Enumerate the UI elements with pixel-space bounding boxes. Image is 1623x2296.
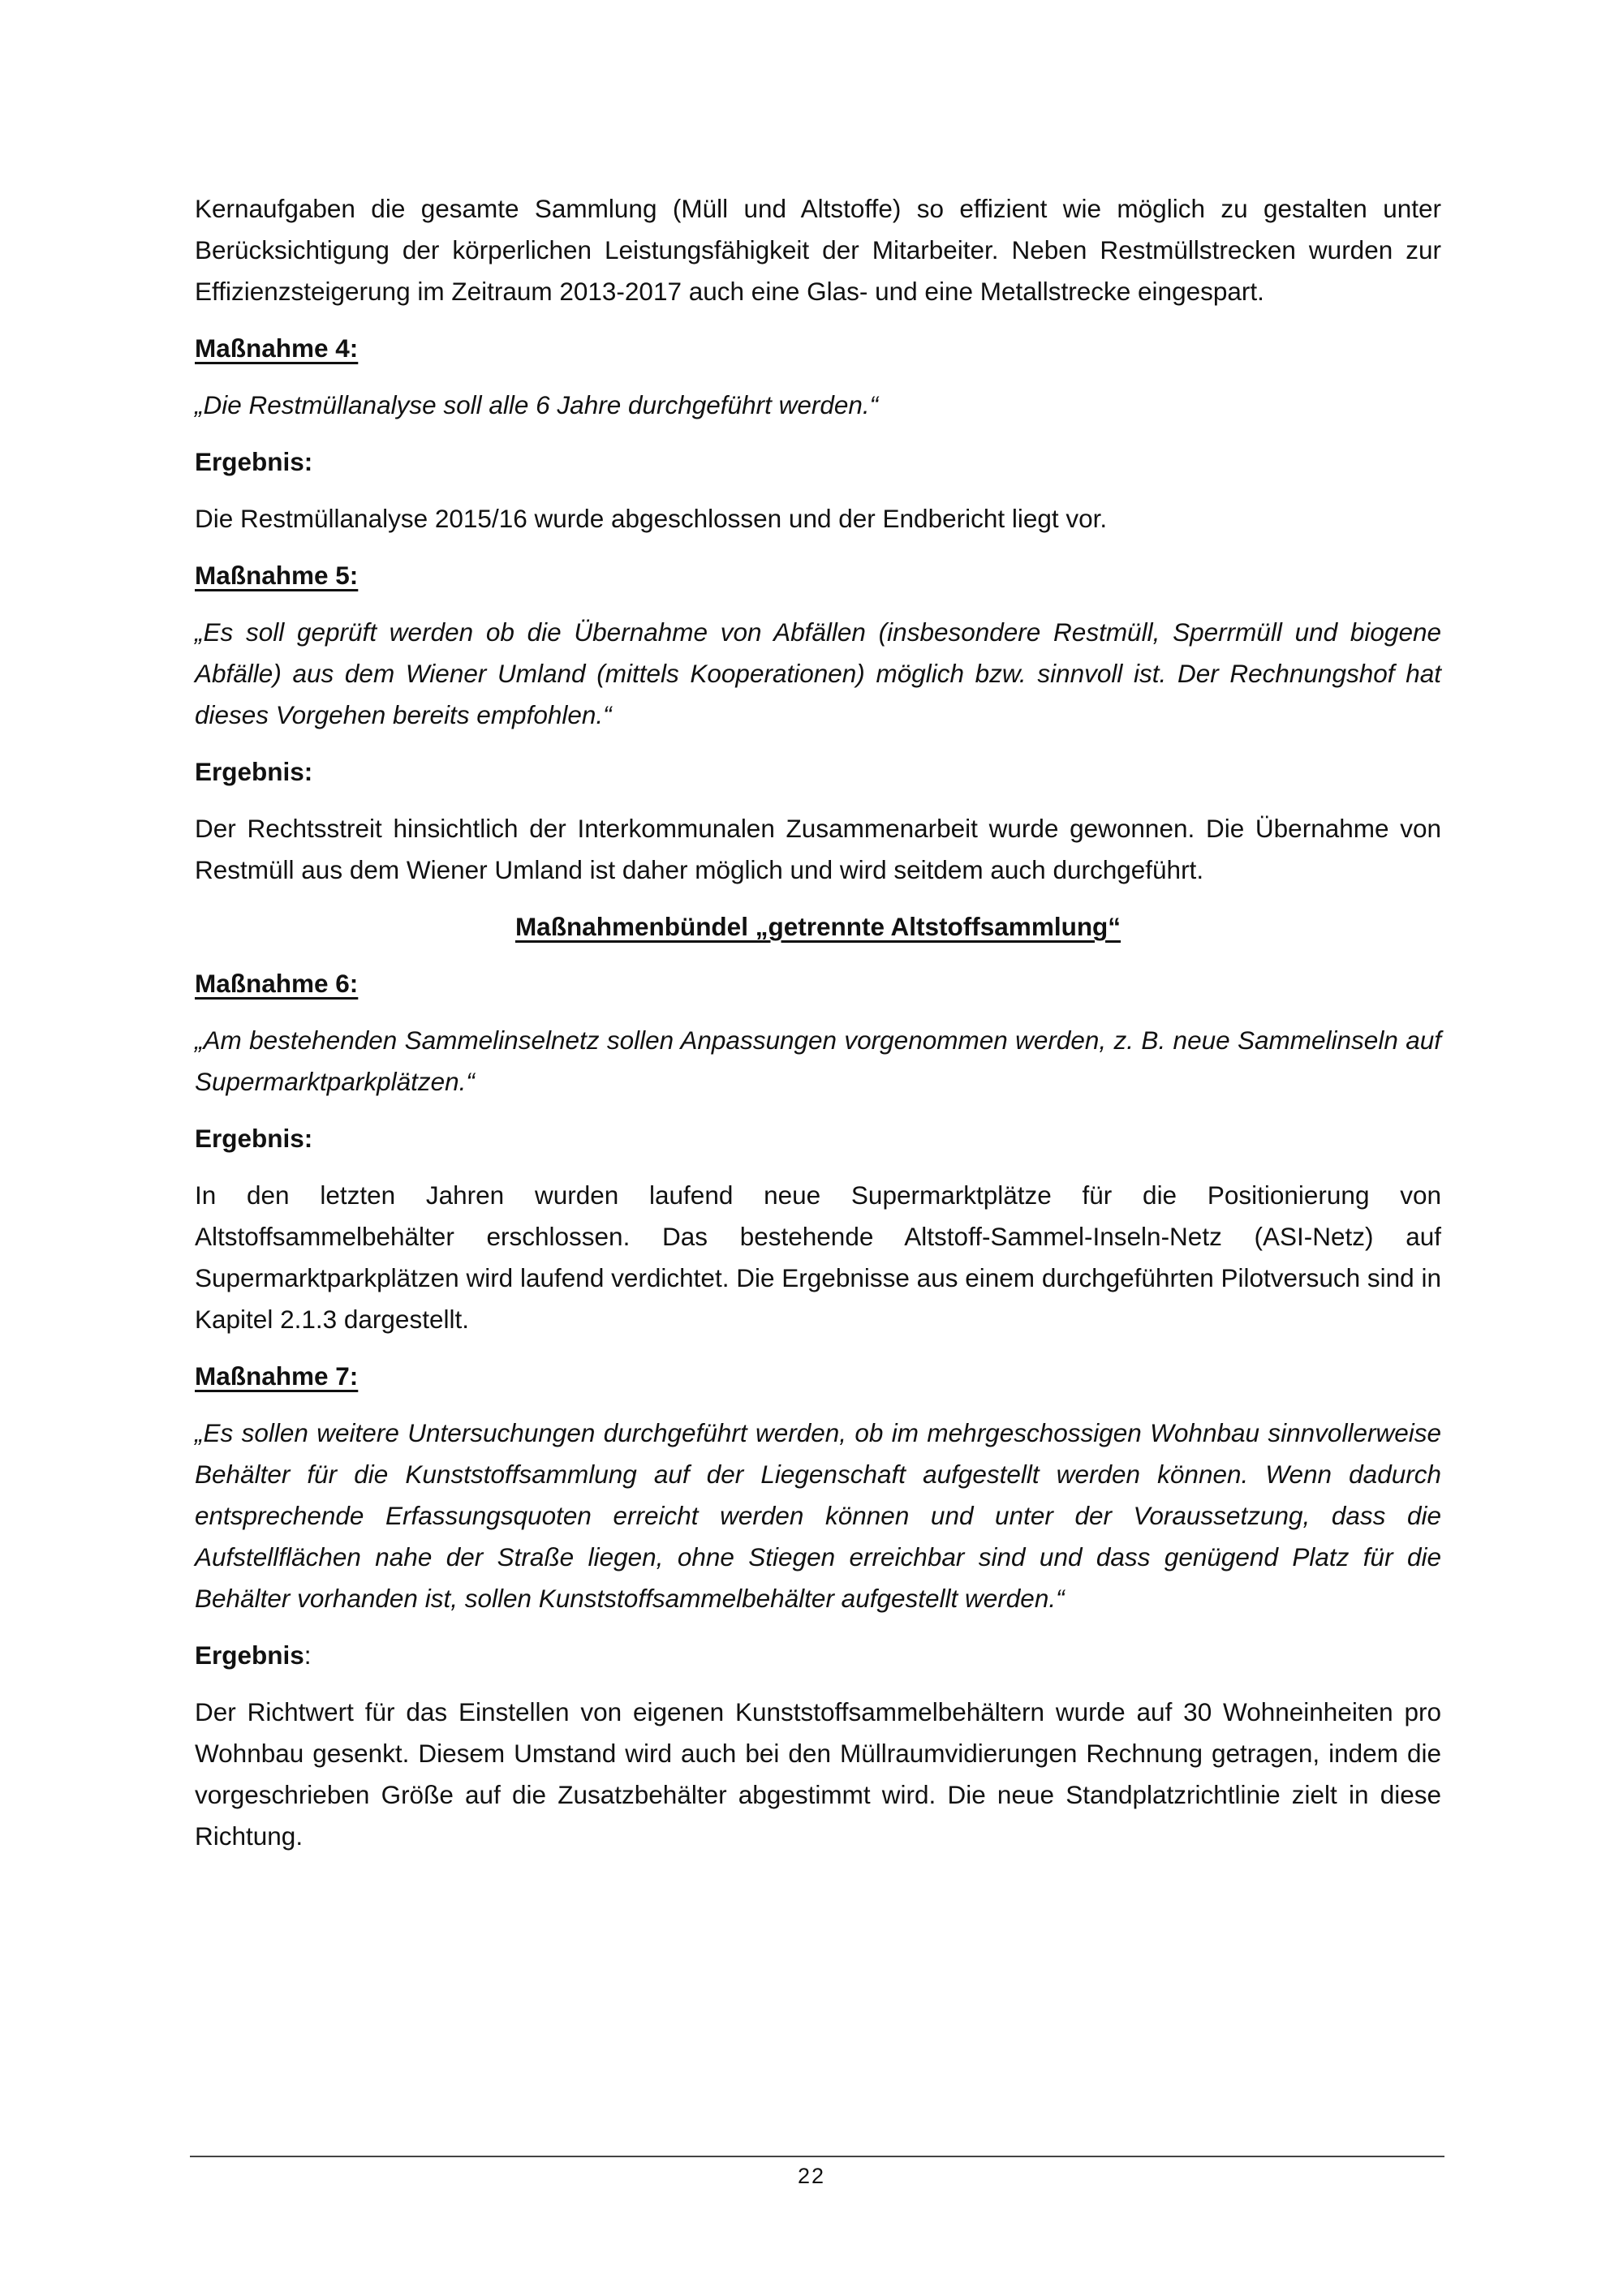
measure-5-heading: Maßnahme 5:	[195, 561, 359, 590]
measure-5-result-label: Ergebnis:	[195, 757, 313, 786]
measure-7-result: Der Richtwert für das Einstellen von eigenen Kunststoffsammelbehältern wurde auf 30 Wohneinheiten pro Wohnbau gesenkt. Diesem Umstand wird auch bei den Müllraumvidierungen Rechnung getragen, indem die vorgeschrieben Größe auf die Zusatzbehälter abgestimmt wird. Die neue Standplatzrichtlinie zielt in diese Richtung.	[195, 1697, 1441, 1851]
measure-7-result-label-bold: Ergebnis	[195, 1640, 304, 1670]
measure-7-result-label	[195, 1635, 1441, 1676]
footer-divider	[190, 2156, 1444, 2157]
measure-6-heading: Maßnahme 6:	[195, 969, 359, 998]
measure-4-quote: „Die Restmüllanalyse soll alle 6 Jahre durchgeführt werden.“	[195, 390, 879, 419]
page-content	[195, 188, 1441, 1872]
measure-6-result-label: Ergebnis:	[195, 1124, 313, 1153]
measure-7-heading: Maßnahme 7:	[195, 1361, 359, 1391]
page-number: 22	[797, 2164, 826, 2188]
measure-6-result: In den letzten Jahren wurden laufend neue Supermarktplätze für die Positionierung von Altstoffsammelbehälter erschlossen. Das bestehende Altstoff-Sammel-Inseln-Netz (ASI-Netz) auf Supermarktparkplätzen wird laufend verdichtet. Die Ergebnisse aus einem durchgeführten Pilotversuch sind in Kapitel 2.1.3 dargestellt.	[195, 1180, 1441, 1334]
measure-6-quote: „Am bestehenden Sammelinselnetz sollen Anpassungen vorgenommen werden, z. B. neue Sammelinseln auf Supermarktparkplätzen.“	[195, 1025, 1441, 1096]
measure-4-result-label: Ergebnis:	[195, 447, 313, 476]
measure-5-result: Der Rechtsstreit hinsichtlich der Interkommunalen Zusammenarbeit wurde gewonnen. Die Übernahme von Restmüll aus dem Wiener Umland ist daher möglich und wird seitdem auch durchgeführt.	[195, 814, 1441, 884]
intro-paragraph: Kernaufgaben die gesamte Sammlung (Müll und Altstoffe) so effizient wie möglich zu gestalten unter Berücksichtigung der körperlichen Leistungsfähigkeit der Mitarbeiter. Neben Restmüllstrecken wurden zur Effizienzsteigerung im Zeitraum 2013-2017 auch eine Glas- und eine Metallstrecke eingespart.	[195, 194, 1441, 306]
measure-4-heading: Maßnahme 4:	[195, 333, 359, 363]
bundle-heading: Maßnahmenbündel „getrennte Altstoffsammlung“	[514, 912, 1121, 941]
measure-5-quote: „Es soll geprüft werden ob die Übernahme von Abfällen (insbesondere Restmüll, Sperrmüll und biogene Abfälle) aus dem Wiener Umland (mittels Kooperationen) möglich bzw. sinnvoll ist. Der Rechnungshof hat dieses Vorgehen bereits empfohlen.“	[195, 617, 1441, 729]
measure-7-quote: „Es sollen weitere Untersuchungen durchgeführt werden, ob im mehrgeschossigen Wohnbau sinnvollerweise Behälter für die Kunststoffsammlung auf der Liegenschaft aufgestellt werden können. Wenn dadurch entsprechende Erfassungsquoten erreicht werden können und unter der Voraussetzung, dass die Aufstellflächen nahe der Straße liegen, ohne Stiegen erreichbar sind und dass genügend Platz für die Behälter vorhanden ist, sollen Kunststoffsammelbehälter aufgestellt werden.“	[195, 1418, 1441, 1613]
measure-4-result: Die Restmüllanalyse 2015/16 wurde abgeschlossen und der Endbericht liegt vor.	[195, 504, 1108, 533]
measure-7-result-label-colon: :	[304, 1640, 312, 1670]
